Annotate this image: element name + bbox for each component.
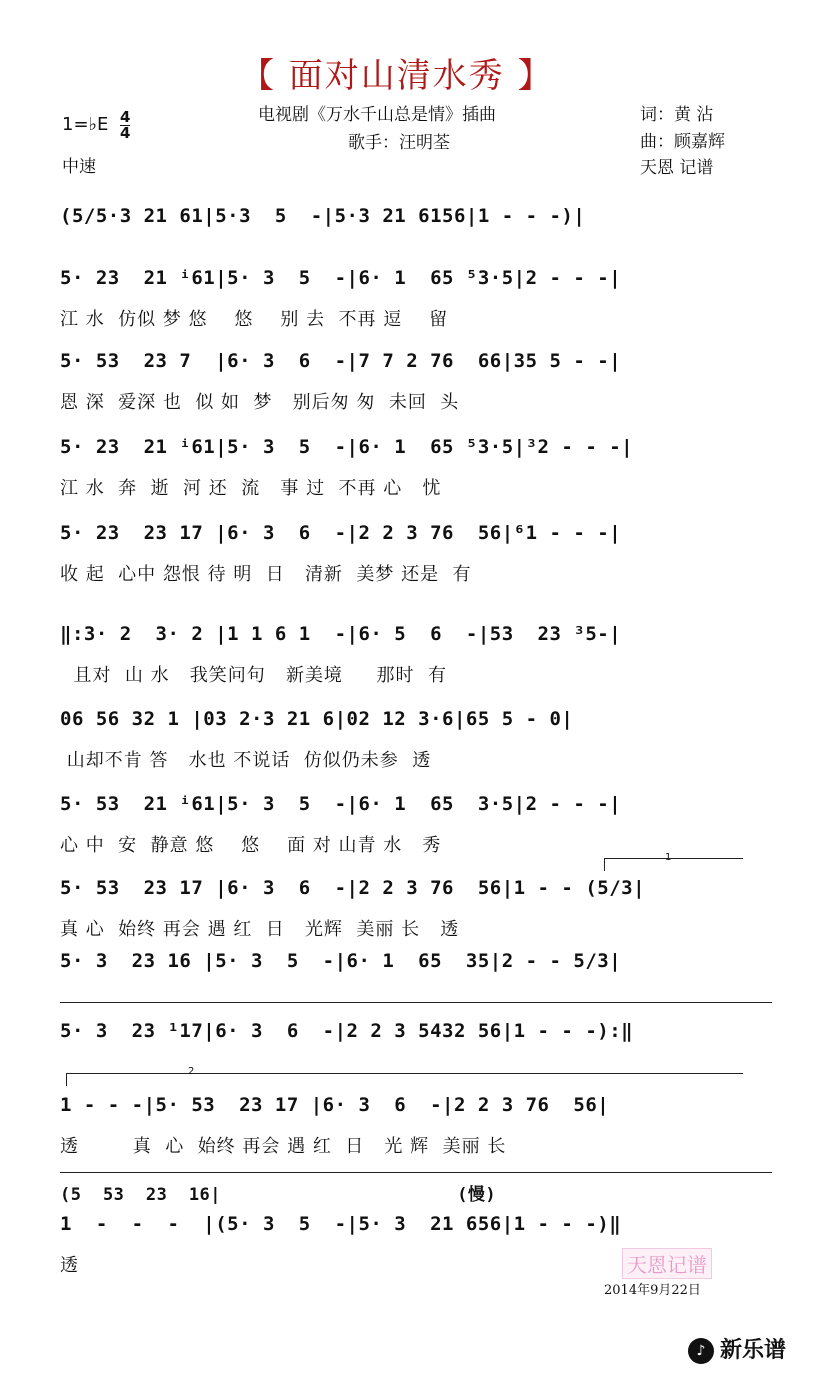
lyrics: 且对 山 水 我笑问句 新美境 那时 有	[60, 665, 447, 686]
lyrics: 透 真 心 始终 再会 遇 红 日 光 辉 美丽 长	[60, 1136, 507, 1157]
key-signature: 1=♭E	[62, 114, 109, 135]
score-row-9	[60, 877, 760, 957]
score-row-2	[60, 267, 760, 347]
time-top: 4	[120, 108, 131, 126]
notation: 1 - - -|5· 53 23 17 |6· 3 6 -|2 2 3 76 56|	[60, 1094, 610, 1116]
time-signature	[120, 110, 130, 141]
score-row-5	[60, 522, 760, 602]
lyrics: 江 水 奔 逝 河 还 流 事 过 不再 心 忧	[60, 478, 442, 499]
transcriber-stamp: 天恩记谱	[622, 1248, 712, 1279]
lyrics: 透	[60, 1255, 79, 1276]
transcriber: 天恩 记谱	[640, 158, 714, 178]
score-row-4	[60, 436, 760, 516]
notation: 06 56 32 1 |03 2·3 21 6|02 12 3·6|65 5 - 0|	[60, 708, 574, 730]
composer: 曲：顾嘉辉	[640, 132, 725, 152]
notation: 5· 23 21 ⁱ61|5· 3 5 -|6· 1 65 ⁵3·5|³2 - - -|	[60, 436, 634, 458]
score-row-7	[60, 708, 760, 788]
lyrics: 真 心 始终 再会 遇 红 日 光辉 美丽 长 透	[60, 919, 460, 940]
score-row-6	[60, 623, 760, 703]
singer: 歌手：汪明荃	[348, 133, 450, 153]
volta-bracket-2	[66, 1073, 743, 1086]
notation: 5· 53 23 17 |6· 3 6 -|2 2 3 76 56|1 - - (5/3|	[60, 877, 646, 899]
site-logo[interactable]	[688, 1333, 786, 1364]
volta-number-1: 1	[665, 852, 672, 863]
lyrics: 恩 深 爱深 也 似 如 梦 别后匆 匆 未回 头	[60, 392, 460, 413]
lyricist: 词：黄 沾	[640, 105, 714, 125]
lyrics: 山却不肯 答 水也 不说话 仿似仍未参 透	[60, 750, 432, 771]
volta-bracket-1	[604, 858, 743, 871]
date: 2014年9月22日	[604, 1283, 701, 1298]
logo-text: 新乐谱	[720, 1338, 787, 1363]
notation: (5/5·3 21 61|5·3 5 -|5·3 21 6156|1 - - -)|	[60, 205, 586, 227]
volta-number-2: 2	[188, 1066, 195, 1077]
time-bottom: 4	[120, 124, 131, 142]
notation: ‖:3· 2 3· 2 |1 1 6 1 -|6· 5 6 -|53 23 ³5-|	[60, 623, 622, 645]
music-disc-icon: ♪	[688, 1338, 714, 1364]
notation: 5· 53 21 ⁱ61|5· 3 5 -|6· 1 65 3·5|2 - - -|	[60, 793, 622, 815]
notation: 1 - - - |(5· 3 5 -|5· 3 21 656|1 - - -)‖	[60, 1213, 622, 1235]
divider-line-2	[60, 1172, 772, 1173]
lyrics: 江 水 仿似 梦 悠 悠 别 去 不再 逗 留	[60, 309, 449, 330]
notation: (5 53 23 16| (慢)	[60, 1185, 497, 1205]
score-row-3	[60, 350, 760, 430]
notation: 5· 3 23 ¹17|6· 3 6 -|2 2 3 5432 56|1 - - -):‖	[60, 1020, 634, 1042]
score-row-12	[60, 1094, 760, 1174]
divider-line	[60, 1002, 772, 1003]
score-row-10	[60, 950, 760, 1030]
notation: 5· 23 23 17 |6· 3 6 -|2 2 3 76 56|⁶1 - - -|	[60, 522, 622, 544]
lyrics: 收 起 心中 怨恨 待 明 日 清新 美梦 还是 有	[60, 564, 472, 585]
notation: 5· 53 23 7 |6· 3 6 -|7 7 2 76 66|35 5 - -|	[60, 350, 622, 372]
song-title: 【 面对山清水秀 】	[240, 56, 554, 96]
lyrics: 心 中 安 静意 悠 悠 面 对 山青 水 秀	[60, 835, 442, 856]
notation: 5· 3 23 16 |5· 3 5 -|6· 1 65 35|2 - - 5/3|	[60, 950, 622, 972]
tempo: 中速	[62, 157, 96, 177]
notation: 5· 23 21 ⁱ61|5· 3 5 -|6· 1 65 ⁵3·5|2 - - -|	[60, 267, 622, 289]
subtitle: 电视剧《万水千山总是情》插曲	[258, 105, 496, 125]
score-row-11	[60, 1020, 760, 1100]
